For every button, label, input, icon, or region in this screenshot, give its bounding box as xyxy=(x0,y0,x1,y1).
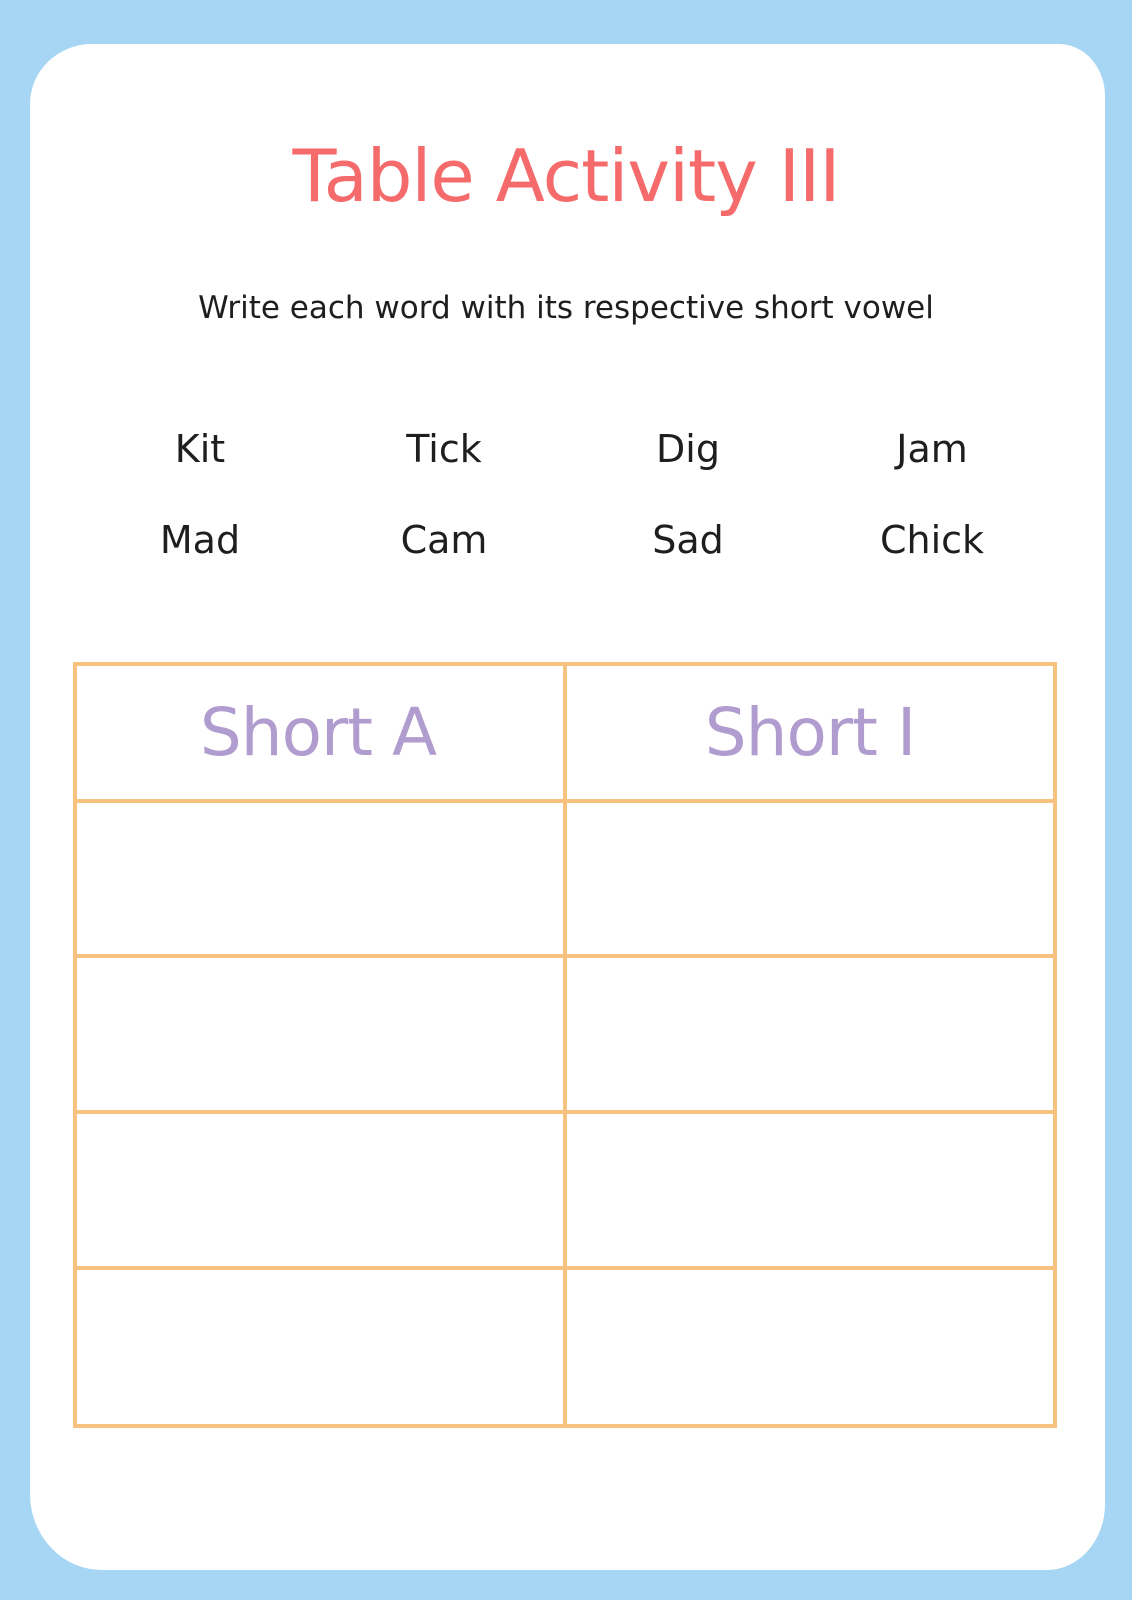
word-bank-item: Jam xyxy=(896,427,968,471)
answer-cell-short-a[interactable] xyxy=(81,1272,561,1418)
word-bank-item: Cam xyxy=(400,518,488,562)
column-header-short-a: Short A xyxy=(199,693,437,771)
answer-cell-short-a[interactable] xyxy=(81,1116,561,1262)
answer-cell-short-i[interactable] xyxy=(571,805,1051,951)
answer-cell-short-i[interactable] xyxy=(571,960,1051,1106)
word-bank-item: Tick xyxy=(406,427,482,471)
word-bank-item: Mad xyxy=(159,518,241,562)
answer-cell-short-a[interactable] xyxy=(81,805,561,951)
word-bank-item: Chick xyxy=(879,518,985,562)
word-bank-item: Dig xyxy=(656,427,720,471)
column-header-short-i: Short I xyxy=(704,693,916,771)
instructions-text: Write each word with its respective short vowel xyxy=(198,290,934,326)
answer-cell-short-i[interactable] xyxy=(571,1116,1051,1262)
word-bank-item: Sad xyxy=(652,518,724,562)
page-title: Table Activity III xyxy=(292,134,840,218)
sorting-table xyxy=(73,662,1057,1428)
answer-cell-short-a[interactable] xyxy=(81,960,561,1106)
answer-cell-short-i[interactable] xyxy=(571,1272,1051,1418)
word-bank-item: Kit xyxy=(174,427,226,471)
